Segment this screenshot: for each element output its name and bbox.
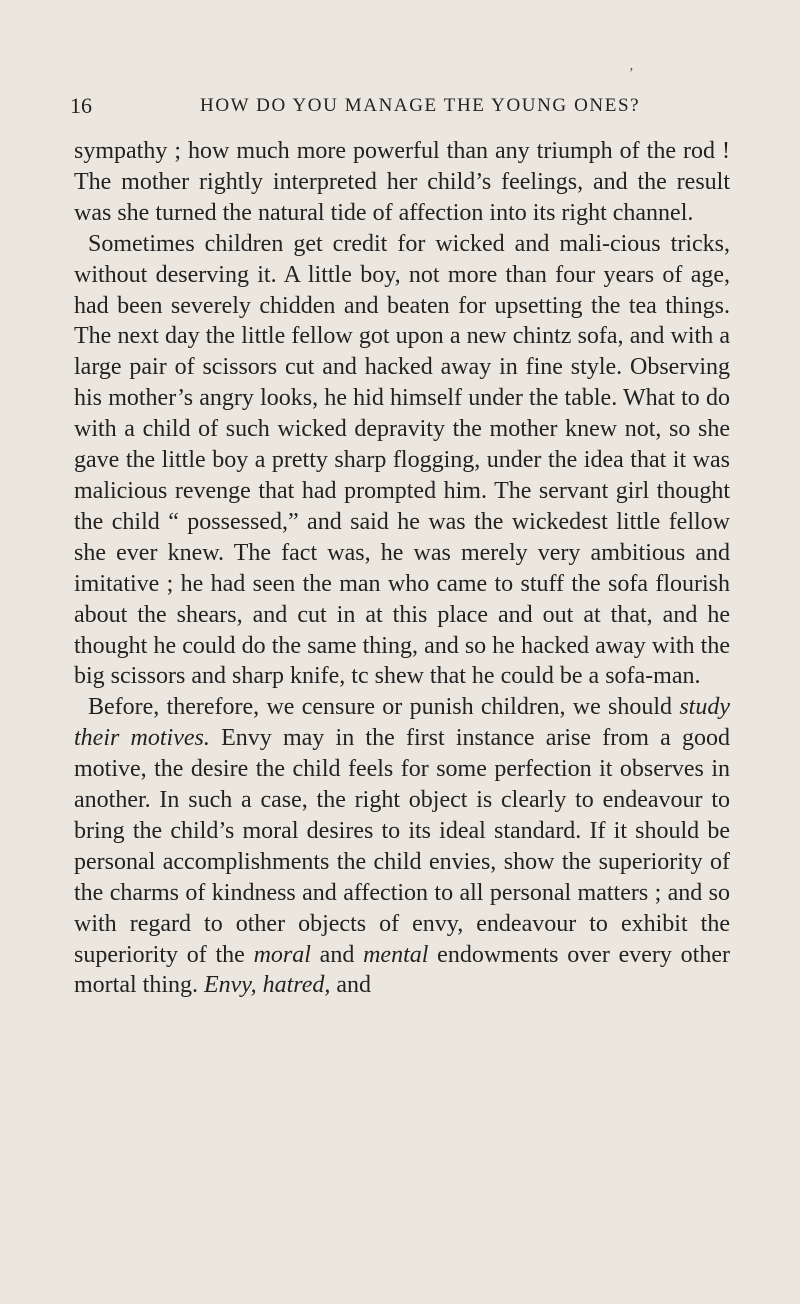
italic-text: moral	[253, 941, 311, 968]
running-title: HOW DO YOU MANAGE THE YOUNG ONES?	[200, 95, 641, 116]
paragraph-text: and	[310, 941, 364, 968]
body-text	[74, 136, 730, 1001]
paragraph-text: endowments over every other mortal thing.	[74, 941, 730, 999]
italic-text: mental	[363, 941, 429, 968]
paragraph-text: Envy may in the first instance arise from a good motive, the desire the child feels for some perfection it observes in another. In such a case, the right object is clearly to endeavour to bring the child’s moral desires to its ideal standard. If it should be personal accomplishments the child envies, show the superiority of the charms of kindness and affection to all personal matters ; and so with regard to other objects of envy, endeavour to exhibit the superiority of the	[74, 725, 731, 968]
paragraph-text: and	[330, 972, 372, 999]
paragraph-p2	[74, 229, 730, 693]
italic-text: Envy, hatred,	[203, 972, 331, 999]
paragraph-p1	[74, 136, 730, 229]
paragraph-text: sympathy ; how much more powerful than any triumph of the rod ! The mother rightly interpreted her child’s feelings, and the result was she turned the natural tide of affection into its right channel.	[74, 138, 730, 226]
page-number: 16	[70, 93, 92, 118]
paragraph-text: Before, therefore, we censure or punish children, we should	[88, 694, 680, 721]
italic-text: study their motives.	[74, 694, 730, 752]
paragraph-text: Sometimes children get credit for wicked and mali-cious tricks, without deserving it. A little boy, not more than four years of age, had been severely chidden and beaten for upsetting the tea things. The next day the little fellow got upon a new chintz sofa, and with a large pair of scissors cut and hacked away in fine style. Observing his mother’s angry looks, he hid himself under the table. What to do with a child of such wicked depravity the mother knew not, so she gave the little boy a pretty sharp flogging, under the idea that it was malicious revenge that had prompted him. The servant girl thought the child “ possessed,” and said he was the wickedest little fellow she ever knew. The fact was, he was merely very ambitious and imitative ; he had seen the man who came to stuff the sofa flourish about the shears, and cut in at this place and out at that, and he thought he could do the same thing, and so he hacked away with the big scissors and sharp knife, tc shew that he could be a sofa-man.	[74, 230, 730, 690]
stray-mark: ’	[629, 66, 634, 81]
paragraph-p3	[74, 692, 730, 1001]
page-header	[70, 92, 730, 120]
